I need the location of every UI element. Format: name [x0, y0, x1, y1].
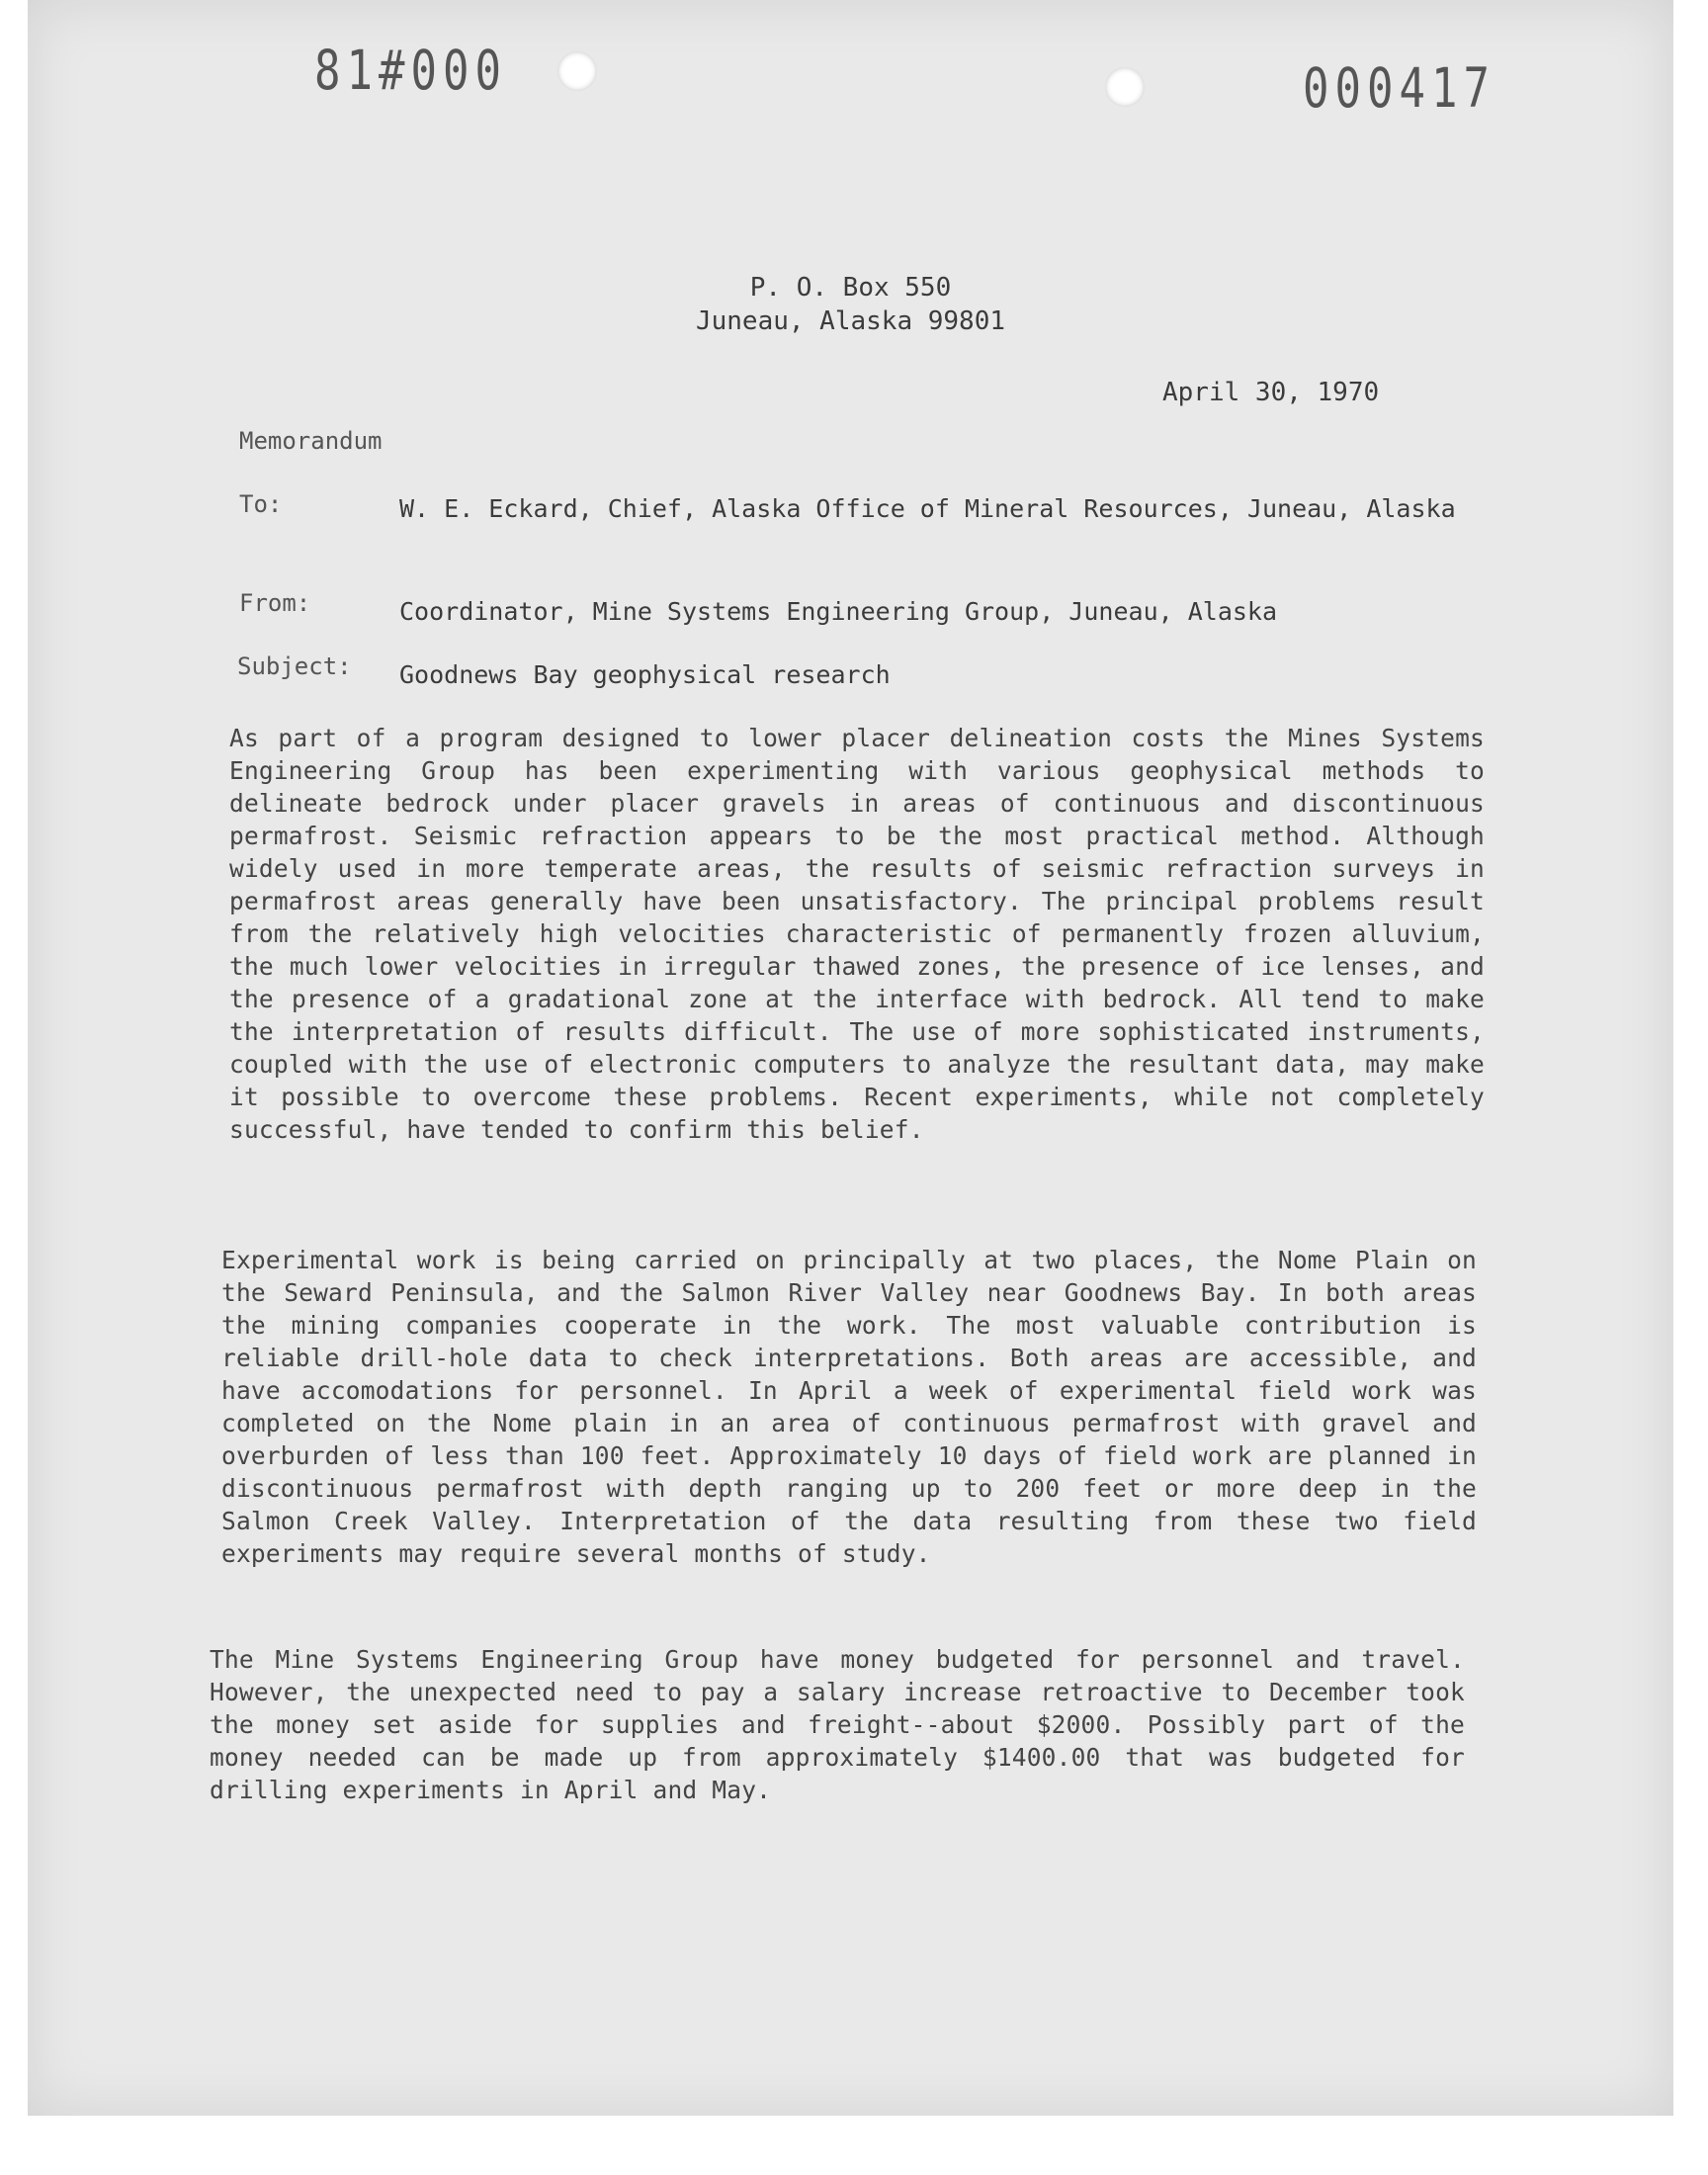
subject-value: Goodnews Bay geophysical research [399, 660, 891, 689]
from-label: From: [239, 589, 311, 617]
to-label: To: [239, 490, 283, 518]
punch-hole-right [1105, 67, 1145, 107]
body-paragraph-1: As part of a program designed to lower placer delineation costs the Mines Systems Engineering Group has been experimenting with various geophysical methods to delineate bedrock under placer gravels in areas of continuous and discontinuous permafrost. Seismic refraction appears to be the most practical method. Although widely used in more temperate areas, the results of seismic refraction surveys in permafrost areas generally have been unsatisfactory. The principal problems result from the relatively high velocities characteristic of permanently frozen alluvium, the much lower velocities in irregular thawed zones, the presence of ice lenses, and the presence of a gradational zone at the interface with bedrock. All tend to make the interpretation of results difficult. The use of more sophisticated instruments, coupled with the use of electronic computers to analyze the resultant data, may make it possible to overcome these problems. Recent experiments, while not completely successful, have tended to confirm this belief. [229, 724, 1485, 1144]
letterhead-line-1: P. O. Box 550 [749, 273, 952, 303]
body-paragraph-2: Experimental work is being carried on principally at two places, the Nome Plain on the Seward Peninsula, and the Salmon River Valley near Goodnews Bay. In both areas the mining companies cooperate in the work. The most valuable contribution is reliable drill-hole data to check interpretations. Both areas are accessible, and have accomodations for personnel. In April a week of experimental field work was completed on the Nome plain in an area of continuous permafrost with gravel and overburden of less than 100 feet. Approximately 10 days of field work are planned in discontinuous permafrost with depth ranging up to 200 feet or more deep in the Salmon Creek Valley. Interpretation of the data resulting from these two field experiments may require several months of study. [221, 1246, 1477, 1568]
punch-hole-left [557, 51, 597, 91]
memo-title: Memorandum [239, 427, 383, 455]
stamp-number-left: 81#000 [314, 40, 507, 103]
subject-label: Subject: [237, 652, 352, 680]
from-value: Coordinator, Mine Systems Engineering Group, Juneau, Alaska [399, 597, 1278, 626]
body-paragraph-3: The Mine Systems Engineering Group have money budgeted for personnel and travel. However, the unexpected need to pay a salary increase retroactive to December took the money set aside for supplies and freight--about $2000. Possibly part of the money needed can be made up from approximately $1400.00 that was budgeted for drilling experiments in April and May. [210, 1645, 1465, 1804]
stamp-number-right: 000417 [1303, 57, 1495, 121]
letterhead-line-2: Juneau, Alaska 99801 [695, 306, 1006, 336]
to-value: W. E. Eckard, Chief, Alaska Office of Mineral Resources, Juneau, Alaska [399, 494, 1456, 523]
memo-date: April 30, 1970 [1162, 378, 1380, 407]
document-page [28, 0, 1673, 2116]
